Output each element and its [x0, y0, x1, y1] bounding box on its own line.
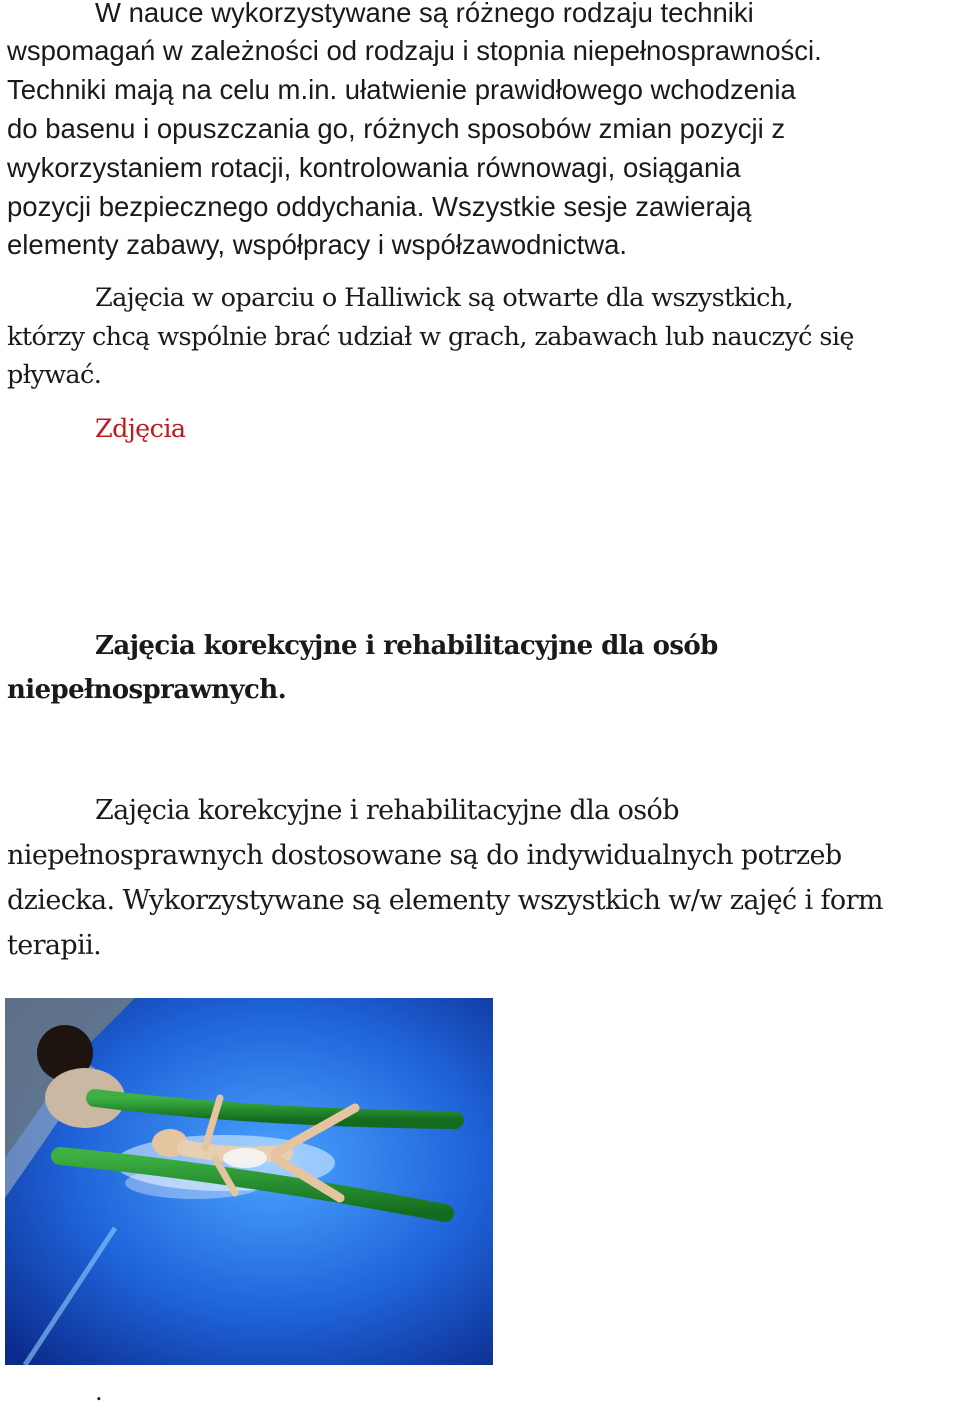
- text-line: Techniki mają na celu m.in. ułatwienie prawidłowego wchodzenia: [7, 74, 796, 105]
- heading-line: niepełnosprawnych.: [7, 675, 287, 705]
- text-line: wspomagań w zależności od rodzaju i stopnia niepełnosprawności.: [7, 35, 822, 66]
- pool-photo: [5, 998, 493, 1365]
- text-line: Zajęcia korekcyjne i rehabilitacyjne dla osób: [95, 795, 679, 826]
- text-line: elementy zabawy, współpracy i współzawodnictwa.: [7, 229, 628, 260]
- heading-line: Zajęcia korekcyjne i rehabilitacyjne dla osób: [95, 631, 718, 661]
- text-line: W nauce wykorzystywane są różnego rodzaju techniki: [95, 0, 754, 28]
- text-line: dziecka. Wykorzystywane są elementy wszystkich w/w zajęć i form: [7, 885, 883, 916]
- text-line: pozycji bezpiecznego oddychania. Wszystkie sesje zawierają: [7, 191, 752, 222]
- text-line: Zajęcia w oparciu o Halliwick są otwarte dla wszystkich,: [95, 283, 794, 313]
- text-line: niepełnosprawnych dostosowane są do indywidualnych potrzeb: [7, 840, 842, 871]
- text-line: pływać.: [7, 360, 102, 390]
- trailing-dot: .: [95, 1378, 103, 1406]
- photos-link[interactable]: Zdjęcia: [95, 414, 186, 444]
- text-line: którzy chcą wspólnie brać udział w grach, zabawach lub nauczyć się: [7, 322, 854, 352]
- text-line: do basenu i opuszczania go, różnych sposobów zmian pozycji z: [7, 113, 786, 144]
- text-line: wykorzystaniem rotacji, kontrolowania równowagi, osiągania: [7, 152, 741, 183]
- text-line: terapii.: [7, 930, 102, 961]
